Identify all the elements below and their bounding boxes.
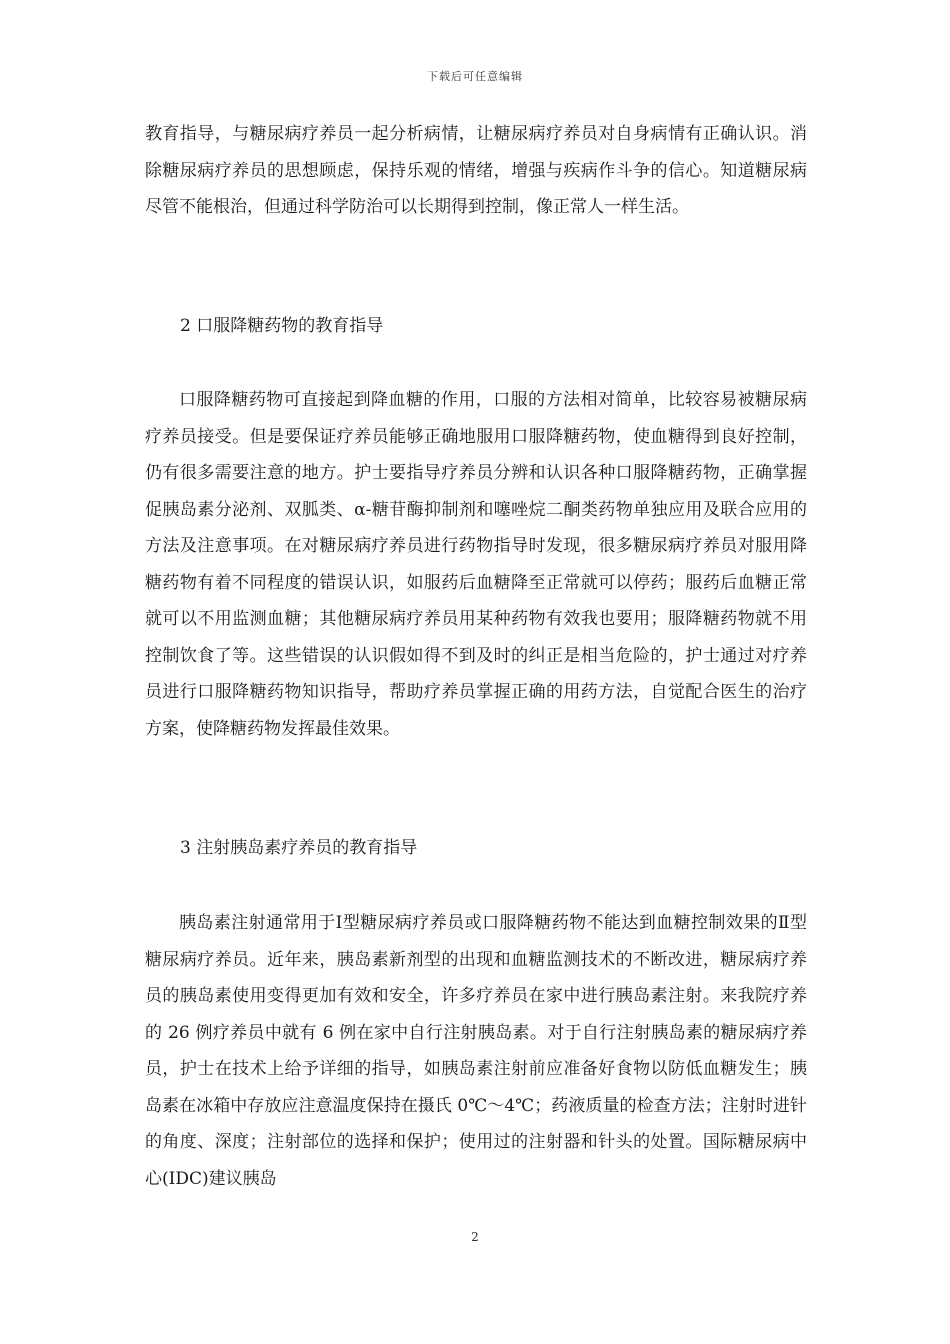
paragraph-education-guidance: 教育指导，与糖尿病疗养员一起分析病情，让糖尿病疗养员对自身病情有正确认识。消除糖尿病疗养员的思想顾虑，保持乐观的情绪，增强与疾病作斗争的信心。知道糖尿病尽管不能根治，但通过科学防治可以长期得到控制，像正常人一样生活。 bbox=[145, 124, 807, 217]
section-heading-insulin: 3 注射胰岛素疗养员的教育指导 bbox=[180, 838, 418, 858]
section-heading-oral-drugs: 2 口服降糖药物的教育指导 bbox=[180, 316, 384, 336]
page-number: 2 bbox=[471, 1230, 479, 1244]
paragraph-oral-drugs: 口服降糖药物可直接起到降血糖的作用，口服的方法相对简单，比较容易被糖尿病疗养员接受。但是要保证疗养员能够正确地服用口服降糖药物，使血糖得到良好控制，仍有很多需要注意的地方。护士要指导疗养员分辨和认识各种口服降糖药物，正确掌握促胰岛素分泌剂、双胍类、α-糖苷酶抑制剂和噻唑烷二酮类药物单独应用及联合应用的方法及注意事项。在对糖尿病疗养员进行药物指导时发现，很多糖尿病疗养员对服用降糖药物有着不同程度的错误认识，如服药后血糖降至正常就可以停药；服药后血糖正常就可以不用监测血糖；其他糖尿病疗养员用某种药物有效我也要用；服降糖药物就不用控制饮食了等。这些错误的认识假如得不到及时的纠正是相当危险的，护士通过对疗养员进行口服降糖药物知识指导，帮助疗养员掌握正确的用药方法，自觉配合医生的治疗方案，使降糖药物发挥最佳效果。 bbox=[145, 390, 807, 739]
page-header: 下载后可任意编辑 bbox=[427, 70, 523, 83]
paragraph-insulin: 胰岛素注射通常用于Ⅰ型糖尿病疗养员或口服降糖药物不能达到血糖控制效果的Ⅱ型糖尿病疗养员。近年来，胰岛素新剂型的出现和血糖监测技术的不断改进，糖尿病疗养员的胰岛素使用变得更加有效和安全，许多疗养员在家中进行胰岛素注射。来我院疗养的 26 例疗养员中就有 6 例在家中自行注射胰岛素。对于自行注射胰岛素的糖尿病疗养员，护士在技术上给予详细的指导，如胰岛素注射前应准备好食物以防低血糖发生；胰岛素在冰箱中存放应注意温度保持在摄氏 0℃～4℃；药液质量的检查方法；注射时进针的角度、深度；注射部位的选择和保护；使用过的注射器和针头的处置。国际糖尿病中心(IDC)建议胰岛 bbox=[145, 913, 807, 1189]
